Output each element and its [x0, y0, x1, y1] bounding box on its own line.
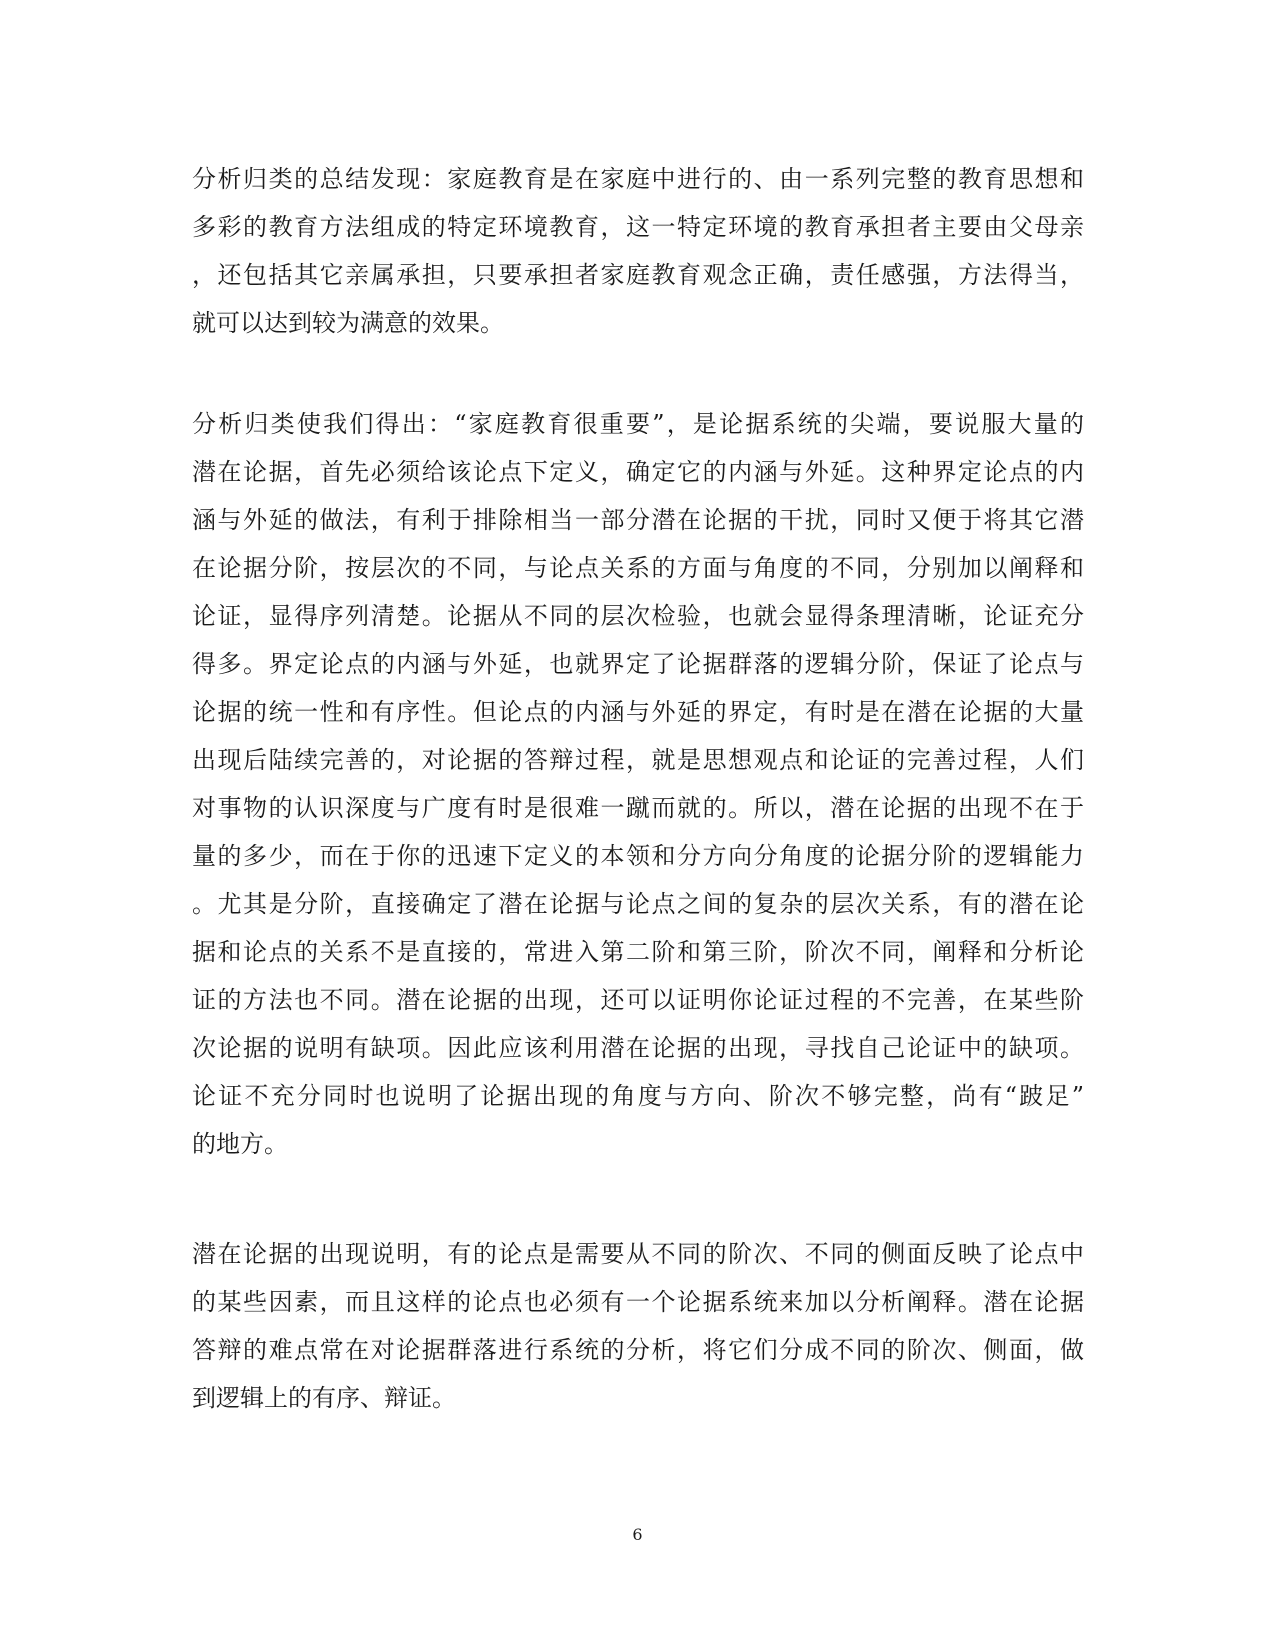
paragraph-3 [192, 1230, 1084, 1422]
text-line: 量的多少，而在于你的迅速下定义的本领和分方向分角度的论据分阶的逻辑能力 [192, 842, 1084, 870]
text-line: 对事物的认识深度与广度有时是很难一蹴而就的。所以，潜在论据的出现不在于 [192, 794, 1084, 822]
text-line: 的某些因素，而且这样的论点也必须有一个论据系统来加以分析阐释。潜在论据 [192, 1288, 1084, 1316]
paragraph-1 [192, 155, 1084, 347]
text-line: 多彩的教育方法组成的特定环境教育，这一特定环境的教育承担者主要由父母亲 [192, 213, 1084, 241]
text-line: 论证不充分同时也说明了论据出现的角度与方向、阶次不够完整，尚有“跛足” [192, 1082, 1084, 1110]
text-line: 。尤其是分阶，直接确定了潜在论据与论点之间的复杂的层次关系，有的潜在论 [192, 890, 1084, 918]
text-line: 据和论点的关系不是直接的，常进入第二阶和第三阶，阶次不同，阐释和分析论 [192, 938, 1084, 966]
text-line: 的地方。 [192, 1130, 288, 1158]
text-line: 论证，显得序列清楚。论据从不同的层次检验，也就会显得条理清晰，论证充分 [192, 602, 1084, 630]
text-line: 到逻辑上的有序、辩证。 [192, 1384, 456, 1412]
text-line: 论据的统一性和有序性。但论点的内涵与外延的界定，有时是在潜在论据的大量 [192, 698, 1084, 726]
text-line: 就可以达到较为满意的效果。 [192, 309, 504, 337]
text-line: 潜在论据的出现说明，有的论点是需要从不同的阶次、不同的侧面反映了论点中 [192, 1240, 1084, 1268]
text-line: 涵与外延的做法，有利于排除相当一部分潜在论据的干扰，同时又便于将其它潜 [192, 506, 1084, 534]
paragraph-2 [192, 400, 1084, 1168]
text-line: 分析归类的总结发现：家庭教育是在家庭中进行的、由一系列完整的教育思想和 [192, 165, 1084, 193]
text-line: 在论据分阶，按层次的不同，与论点关系的方面与角度的不同，分别加以阐释和 [192, 554, 1084, 582]
text-line: ，还包括其它亲属承担，只要承担者家庭教育观念正确，责任感强，方法得当， [192, 261, 1084, 289]
page-number: 6 [632, 1525, 643, 1544]
text-line: 出现后陆续完善的，对论据的答辩过程，就是思想观点和论证的完善过程，人们 [192, 746, 1084, 774]
text-line: 答辩的难点常在对论据群落进行系统的分析，将它们分成不同的阶次、侧面，做 [192, 1336, 1084, 1364]
text-line: 证的方法也不同。潜在论据的出现，还可以证明你论证过程的不完善，在某些阶 [192, 986, 1084, 1014]
text-line: 次论据的说明有缺项。因此应该利用潜在论据的出现，寻找自己论证中的缺项。 [192, 1034, 1084, 1062]
text-line: 分析归类使我们得出：“家庭教育很重要”，是论据系统的尖端，要说服大量的 [192, 410, 1084, 438]
text-line: 潜在论据，首先必须给该论点下定义，确定它的内涵与外延。这种界定论点的内 [192, 458, 1084, 486]
text-line: 得多。界定论点的内涵与外延，也就界定了论据群落的逻辑分阶，保证了论点与 [192, 650, 1084, 678]
